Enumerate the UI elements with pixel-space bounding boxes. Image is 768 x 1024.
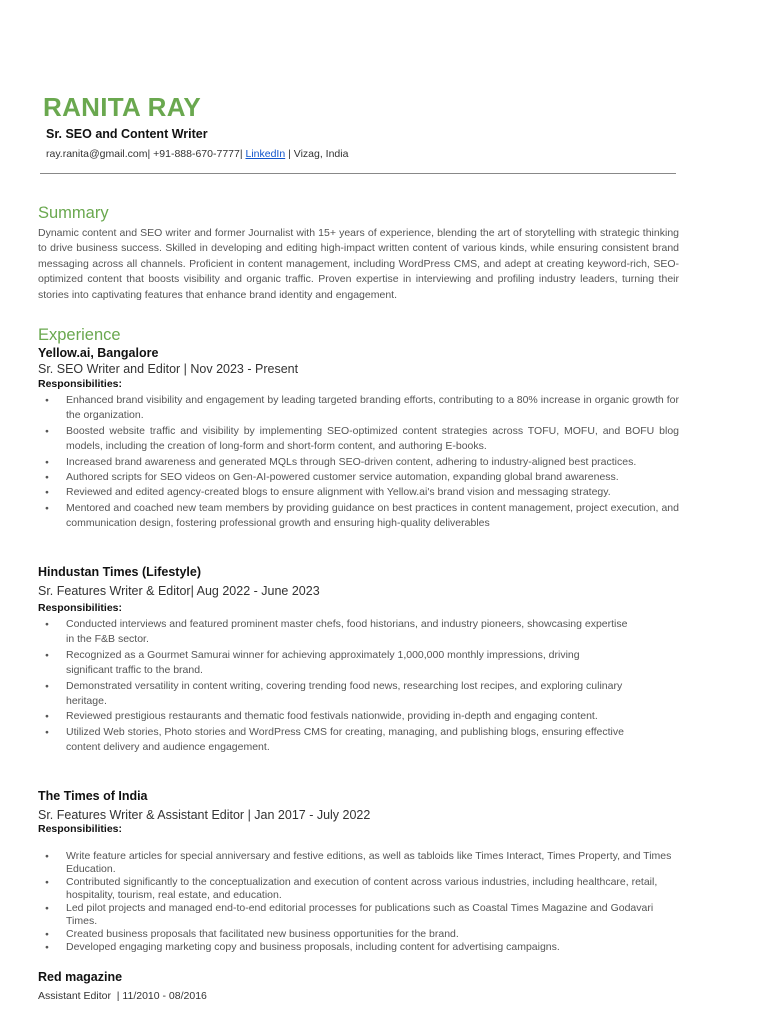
list-item: ● Recognized as a Gourmet Samurai winner for achieving approximately 1,000,000 monthly impressions, driving significant traffic to the brand. [38, 648, 628, 679]
job-title: Assistant Editor | 11/2010 - 08/2016 [38, 990, 207, 1002]
contact-line [46, 148, 348, 160]
responsibilities-label: Responsibilities: [38, 602, 123, 614]
contact-email-phone: ray.ranita@gmail.com| +91-888-670-7777| [46, 148, 246, 160]
list-item: ● Boosted website traffic and visibility by implementing SEO-optimized content strategies across TOFU, MOFU, and BOFU blog models, including the creation of long-form and short-form content, and authoring E-books. [38, 424, 679, 455]
responsibilities-list [38, 393, 679, 532]
list-item: ● Write feature articles for special anniversary and festive editions, as well as tabloids like Times Interact, Times Property, and Times Education. [38, 850, 678, 876]
job-company: Red magazine [38, 970, 123, 984]
job-title: Sr. Features Writer & Editor| Aug 2022 - June 2023 [38, 584, 320, 598]
candidate-role: Sr. SEO and Content Writer [46, 127, 208, 141]
list-item: ● Enhanced brand visibility and engagement by leading targeted branding efforts, contributing to a 80% increase in organic growth for the organization. [38, 393, 679, 424]
list-item: ● Contributed significantly to the conceptualization and execution of content across various industries, including healthcare, retail, hospitality, tourism, real estate, and education. [38, 876, 678, 902]
job-company: Hindustan Times (Lifestyle) [38, 565, 201, 579]
job-company: The Times of India [38, 789, 148, 803]
list-item: ● Demonstrated versatility in content writing, covering trending food news, researching lost recipes, and exploring culinary heritage. [38, 679, 628, 710]
summary-text: Dynamic content and SEO writer and former Journalist with 15+ years of experience, blending the art of storytelling with strategic thinking to drive business success. Skilled in developing and editing high-impact written content of various kinds, while ensuring consistent brand messaging across all channels. Proficient in content management, including WordPress CMS, and adept at creating keyword-rich, SEO-optimized content that boosts visibility and organic traffic. Proven expertise in interviewing and profiling industry leaders, turning their stories into captivating features that enhance brand identity and engagement. [38, 227, 679, 301]
responsibilities-list [38, 850, 678, 954]
list-item: ● Created business proposals that facilitated new business opportunities for the brand. [38, 928, 678, 941]
list-item: ● Reviewed prestigious restaurants and thematic food festivals nationwide, providing in-depth and engaging content. [38, 709, 628, 724]
list-item: ● Mentored and coached new team members by providing guidance on best practices in content management, project execution, and communication design, fostering professional growth and ensuring high-quality deliverables [38, 501, 679, 532]
linkedin-link[interactable]: LinkedIn [245, 148, 286, 160]
candidate-name: RANITA RAY [43, 92, 202, 122]
job-title: Sr. Features Writer & Assistant Editor | Jan 2017 - July 2022 [38, 808, 371, 822]
responsibilities-list [38, 617, 628, 756]
list-item: ● Utilized Web stories, Photo stories and WordPress CMS for creating, managing, and publishing blogs, ensuring effective content delivery and audience engagement. [38, 725, 628, 756]
responsibilities-label: Responsibilities: [38, 378, 123, 390]
list-item: ● Increased brand awareness and generated MQLs through SEO-driven content, adhering to industry-aligned best practices. [38, 455, 679, 470]
responsibilities-label: Responsibilities: [38, 823, 123, 835]
contact-location: | Vizag, India [285, 148, 349, 160]
summary-heading: Summary [38, 204, 109, 222]
list-item: ● Led pilot projects and managed end-to-end editorial processes for publications such as Coastal Times Magazine and Godavari Times. [38, 902, 678, 928]
list-item: ● Reviewed and edited agency-created blogs to ensure alignment with Yellow.ai's brand vision and messaging strategy. [38, 485, 679, 500]
experience-heading: Experience [38, 326, 121, 344]
list-item: ● Authored scripts for SEO videos on Gen-AI-powered customer service automation, expanding global brand awareness. [38, 470, 679, 485]
job-company: Yellow.ai, Bangalore [38, 346, 159, 360]
header-divider [40, 173, 676, 174]
list-item: ● Conducted interviews and featured prominent master chefs, food historians, and industry pioneers, showcasing expertise in the F&B sector. [38, 617, 628, 648]
list-item: ● Developed engaging marketing copy and business proposals, including content for advertising campaigns. [38, 941, 678, 954]
job-title: Sr. SEO Writer and Editor | Nov 2023 - Present [38, 362, 299, 376]
